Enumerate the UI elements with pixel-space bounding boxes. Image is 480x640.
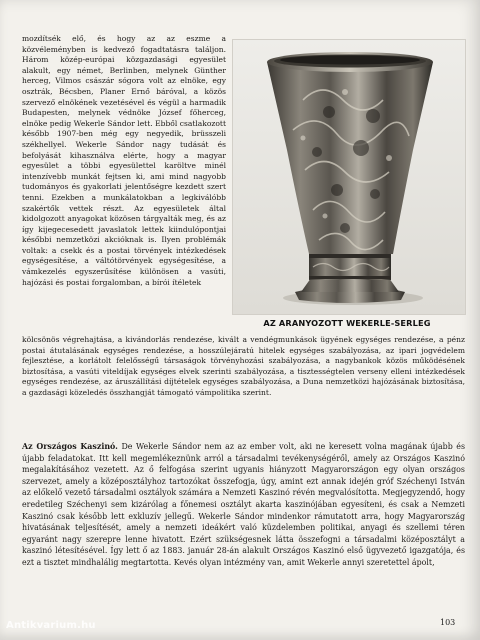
full-width-paragraph: kölcsönös végrehajtása, a kivándorlás rendezése, kivált a vendégmunkások ügyének egységes rendezése, a pénz postai átutalásának egységes rendezése, a hosszúlejáratú hitelek egységes szabályozása, az ipari jogvédelem fejlesztése, a korlátolt felelősségű társaságok törvényhozási szabályozása, a nagybankok közös működésének biztosítása, a vasúti viteldíjak egységes elvek szerinti szabályozása, a tisztességtelen verseny elleni intézkedések egységes rendezése, az áruszállítási díjtételek egységes szabályozása, a Duna nemzetközi hajózásának biztosítása, a gazdasági közeledés összhangját támogató vámpolitika szerint. xyxy=(22,335,465,397)
left-text-column xyxy=(22,34,226,288)
full-width-text xyxy=(22,335,465,399)
page-number: 103 xyxy=(440,618,456,627)
figure-caption: AZ ARANYOZOTT WEKERLE-SERLEG xyxy=(263,318,431,328)
casino-paragraph xyxy=(22,441,465,569)
section-heading: Az Országos Kaszinó. xyxy=(22,442,118,451)
watermark-logo: Antikvarium.hu xyxy=(6,620,96,631)
left-column-paragraph: mozdítsék elő, és hogy az az eszme a közvéleményben is kedvező fogadtatásra találjon. Három közép-európai közgazdasági egyesület alakult, egy német, Berlinben, melynek Günther herceg, Vilmos császár sógora volt az elnöke, egy osztrák, Bécsben, Planer Ernő báróval, a közös szervező elnökének vezetésével és végül a harmadik Budapesten, melynek védnöke József főherceg, elnöke pedig Wekerle Sándor lett. Ebből csatlakozott később 1907-ben még egy negyedik, brüsszeli székhellyel. Wekerle Sándor nagy tudását és befolyását kihasználva elérte, hogy a magyar egyesület a többi egyesülettel karöltve minél intenzívebb munkát fejtsen ki, ami mind nagyobb tudományos és gyakorlati jelentőségre kezdett szert tenni. Ezekben a munkálatokban a legkiválóbb szakértők vettek részt. Az egyesületek által kidolgozott anyagokat közösen tárgyalták meg, és az így kijegecesedett javaslatok lettek kiindulópontjai későbbi nemzetközi akcióknak is. Ilyen problémák voltak: a csekk és a postai törvények intézkedések egységesítése, a váltótörvények egységesítése, a vámkezelés egyszerűsítése különösen a vasúti, hajózási és postai forgalomban, a bírói ítéletek xyxy=(22,34,226,287)
gilded-goblet-photo xyxy=(232,39,466,315)
casino-section xyxy=(22,441,465,569)
section-body: De Wekerle Sándor nem az az ember volt, aki ne keresett volna magának újabb és újabb feladatokat. Itt kell megemlékeznünk arról a társadalmi tevékenységéről, amely az Országos Kaszinó megalakításához vezetett. Az ő felfogása szerint ugyanis hiányzott Magyarországon egy olyan országos szervezet, amely a középosztályhoz tartozókat összefogja, úgy, amint ezt annak idején gróf Széchenyi István az előkelő vezető társadalmi osztályok számára a Nemzeti Kaszinó révén megvalósította. Megjegyzendő, hogy eredetileg Széchenyi sem kizárólag a főnemesi osztályt akarta kaszinójában egyesíteni, és csak a Nemzeti Kaszinó csak később lett exkluzív jellegű. Wekerle Sándor mindenkor rámutatott arra, hogy Magyarország hivatásának teljesítését, amely a nemzeti ideákért való küzdelemben politikai, anyagi és szellemi téren egyaránt nagy szerepre lenne hivatott. Ezért szükségesnek látta összefogni a társadalmi középosztályt a kaszinó létesítésével. Így lett ő az 1883. január 28-án alakult Országos Kaszinó első ügyvezető igazgatója, és ezt a tisztet mindhalálig megtartotta. Kevés olyan intézmény van, amit Wekerle annyi szeretettel ápolt, xyxy=(22,442,465,567)
